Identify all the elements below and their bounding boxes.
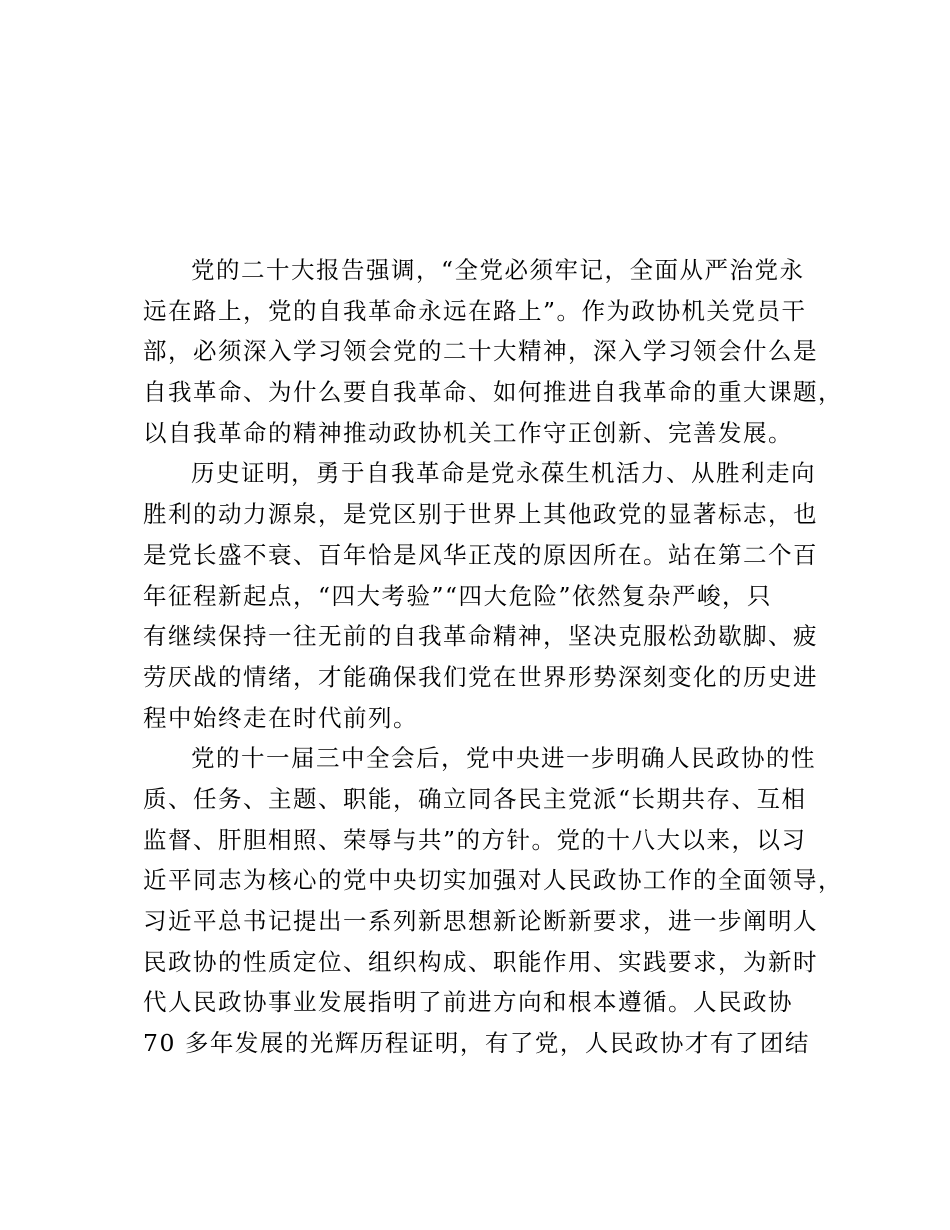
text-line: 习近平总书记提出一系列新思想新论断新要求，进一步阐明人 bbox=[143, 907, 818, 935]
text-line: 是党长盛不衰、百年恰是风华正茂的原因所在。站在第二个百 bbox=[143, 540, 818, 569]
text-line: 质、任务、主题、职能，确立同各民主党派“长期共存、互相 bbox=[143, 784, 807, 813]
text-line: 远在路上，党的自我革命永远在路上”。作为政协机关党员干 bbox=[143, 296, 807, 325]
text-line: 近平同志为核心的党中央切实加强对人民政协工作的全面领导， bbox=[143, 866, 843, 895]
text-line: 年征程新起点，“四大考验”“四大危险”依然复杂严峻，只 bbox=[143, 581, 773, 610]
text-line: 党的十一届三中全会后，党中央进一步明确人民政协的性 bbox=[191, 744, 816, 773]
text-line: 党的二十大报告强调，“全党必须牢记，全面从严治党永 bbox=[191, 256, 805, 284]
text-line: 劳厌战的情绪，才能确保我们党在世界形势深刻变化的历史进 bbox=[143, 662, 818, 691]
text-line: 自我革命、为什么要自我革命、如何推进自我革命的重大课题， bbox=[143, 378, 843, 407]
text-line: 代人民政协事业发展指明了前进方向和根本遵循。人民政协 bbox=[143, 988, 793, 1017]
paragraph-3 bbox=[143, 738, 843, 1064]
text-line: 程中始终走在时代前列。 bbox=[143, 703, 418, 732]
paragraph-1 bbox=[143, 250, 843, 453]
body-text bbox=[143, 250, 843, 1064]
text-line: 胜利的动力源泉，是党区别于世界上其他政党的显著标志，也 bbox=[143, 500, 818, 529]
text-line: 部，必须深入学习领会党的二十大精神，深入学习领会什么是 bbox=[143, 337, 818, 366]
text-line: 以自我革命的精神推动政协机关工作守正创新、完善发展。 bbox=[143, 418, 793, 447]
text-line: 民政协的性质定位、组织构成、职能作用、实践要求，为新时 bbox=[143, 947, 818, 976]
text-line: 有继续保持一往无前的自我革命精神，坚决克服松劲歇脚、疲 bbox=[143, 622, 818, 651]
text-line: 监督、肝胆相照、荣辱与共”的方针。党的十八大以来，以习 bbox=[143, 825, 807, 854]
text-line: 70 多年发展的光辉历程证明，有了党，人民政协才有了团结 bbox=[143, 1029, 810, 1058]
text-line: 历史证明，勇于自我革命是党永葆生机活力、从胜利走向 bbox=[191, 459, 816, 488]
paragraph-2 bbox=[143, 453, 833, 738]
